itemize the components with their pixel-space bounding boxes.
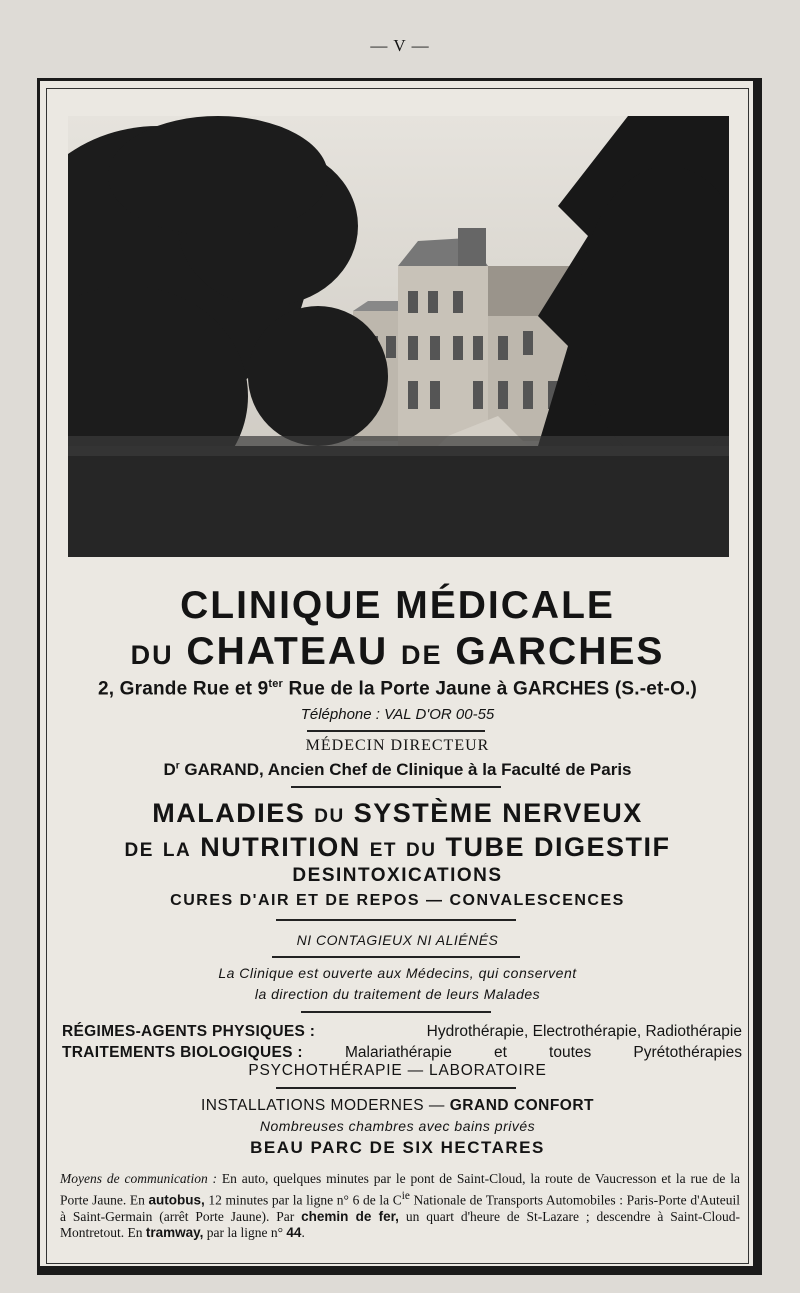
- dr-sup: r: [175, 760, 180, 772]
- installations-text: INSTALLATIONS MODERNES —: [200, 1097, 445, 1114]
- traitements-word-2: et: [493, 1044, 507, 1061]
- beau-parc: BEAU PARC DE SIX HECTARES: [250, 1138, 545, 1157]
- transport-text-2: 12 minutes par la ligne n° 6 de la C: [204, 1192, 402, 1207]
- transport-info: [60, 1171, 740, 1242]
- autobus: autobus,: [148, 1192, 205, 1207]
- et: ET: [369, 840, 398, 861]
- transport-text-3: Nationale de Transports Automobiles : Paris-Porte d'Auteuil à Saint-Germain (arrêt Porte Jaune). Par: [60, 1192, 740, 1224]
- maladies: MALADIES: [152, 798, 306, 828]
- telephone: Téléphone : VAL D'OR 00-55: [300, 706, 495, 723]
- tramway: tramway,: [145, 1225, 204, 1240]
- title-garches: GARCHES: [455, 630, 665, 673]
- transport-text-1: En auto, quelques minutes par le pont de Saint-Cloud, la route de Vaucresson et la rue de la Porte Jaune. En: [60, 1171, 740, 1207]
- la: LA: [162, 840, 192, 861]
- nutrition: NUTRITION: [200, 832, 361, 862]
- systeme: SYSTÈME NERVEUX: [353, 798, 643, 828]
- address-part2: Rue de la Porte Jaune à GARCHES (S.-et-O.): [283, 678, 698, 700]
- page-number: — V —: [370, 36, 430, 55]
- clinic-title: CLINIQUE MÉDICALE: [180, 584, 615, 627]
- treatments: [62, 1021, 742, 1063]
- notice-line-1: La Clinique est ouverte aux Médecins, qui conservent: [218, 965, 577, 981]
- transport-text-4: un quart d'heure de St-Lazare ; descendre à Saint-Cloud-Montretout. En: [60, 1208, 740, 1240]
- traitements-word-3: toutes: [549, 1044, 592, 1061]
- specialty-line-2: [46, 832, 749, 863]
- chateau-photograph: [68, 116, 729, 557]
- divider: [291, 786, 501, 788]
- doctor-name: [46, 760, 749, 780]
- clinic-subtitle: [46, 632, 749, 675]
- transport-text-5: par la ligne n°: [203, 1225, 287, 1240]
- cures: CURES D'AIR ET DE REPOS — CONVALESCENCES: [170, 892, 625, 909]
- regimes-row: [62, 1021, 742, 1042]
- clinic-address: [46, 678, 749, 700]
- divider: [276, 1087, 516, 1089]
- address-ter: ter: [268, 678, 284, 690]
- doctor-text: GARAND, Ancien Chef de Clinique à la Faculté de Paris: [179, 760, 632, 779]
- desintoxications: DESINTOXICATIONS: [292, 865, 503, 886]
- transport-label: Moyens de communication :: [60, 1171, 218, 1186]
- title-de: DE: [401, 640, 443, 670]
- installations: [46, 1097, 749, 1115]
- divider: [272, 956, 520, 958]
- title-du: DU: [130, 640, 174, 670]
- ni-contagieux: NI CONTAGIEUX NI ALIÉNÉS: [296, 932, 499, 948]
- regimes-label: RÉGIMES-AGENTS PHYSIQUES :: [62, 1023, 316, 1040]
- notice-line-2: la direction du traitement de leurs Malades: [254, 986, 541, 1002]
- traitements-label: TRAITEMENTS BIOLOGIQUES :: [62, 1044, 303, 1061]
- divider: [276, 919, 516, 921]
- cie-sup: ie: [401, 1189, 410, 1202]
- chemin-de-fer: chemin de fer,: [301, 1208, 399, 1224]
- traitements-row: [62, 1042, 742, 1063]
- tube: TUBE DIGESTIF: [445, 832, 671, 862]
- de: DE: [124, 840, 154, 861]
- du-2: DU: [406, 840, 437, 861]
- ligne-44: 44: [286, 1225, 302, 1240]
- transport-text-6: .: [301, 1225, 305, 1240]
- medical-director-heading: MÉDECIN DIRECTEUR: [305, 737, 490, 754]
- divider: [301, 1011, 491, 1013]
- du-1: DU: [314, 806, 345, 827]
- grand-confort: GRAND CONFORT: [449, 1097, 595, 1114]
- traitements-word-4: Pyrétothérapies: [633, 1044, 742, 1061]
- title-chateau: CHATEAU: [186, 630, 389, 673]
- divider: [307, 730, 485, 732]
- psychotherapie: PSYCHOTHÉRAPIE — LABORATOIRE: [248, 1062, 547, 1079]
- regimes-value: Hydrothérapie, Electrothérapie, Radiothérapie: [426, 1023, 742, 1040]
- traitements-word-1: Malariathérapie: [345, 1044, 452, 1061]
- specialty-line-1: [46, 798, 749, 829]
- address-part1: 2, Grande Rue et 9: [97, 678, 269, 700]
- dr-prefix: D: [163, 760, 176, 779]
- chambres: Nombreuses chambres avec bains privés: [259, 1118, 536, 1134]
- lawn: [68, 446, 729, 557]
